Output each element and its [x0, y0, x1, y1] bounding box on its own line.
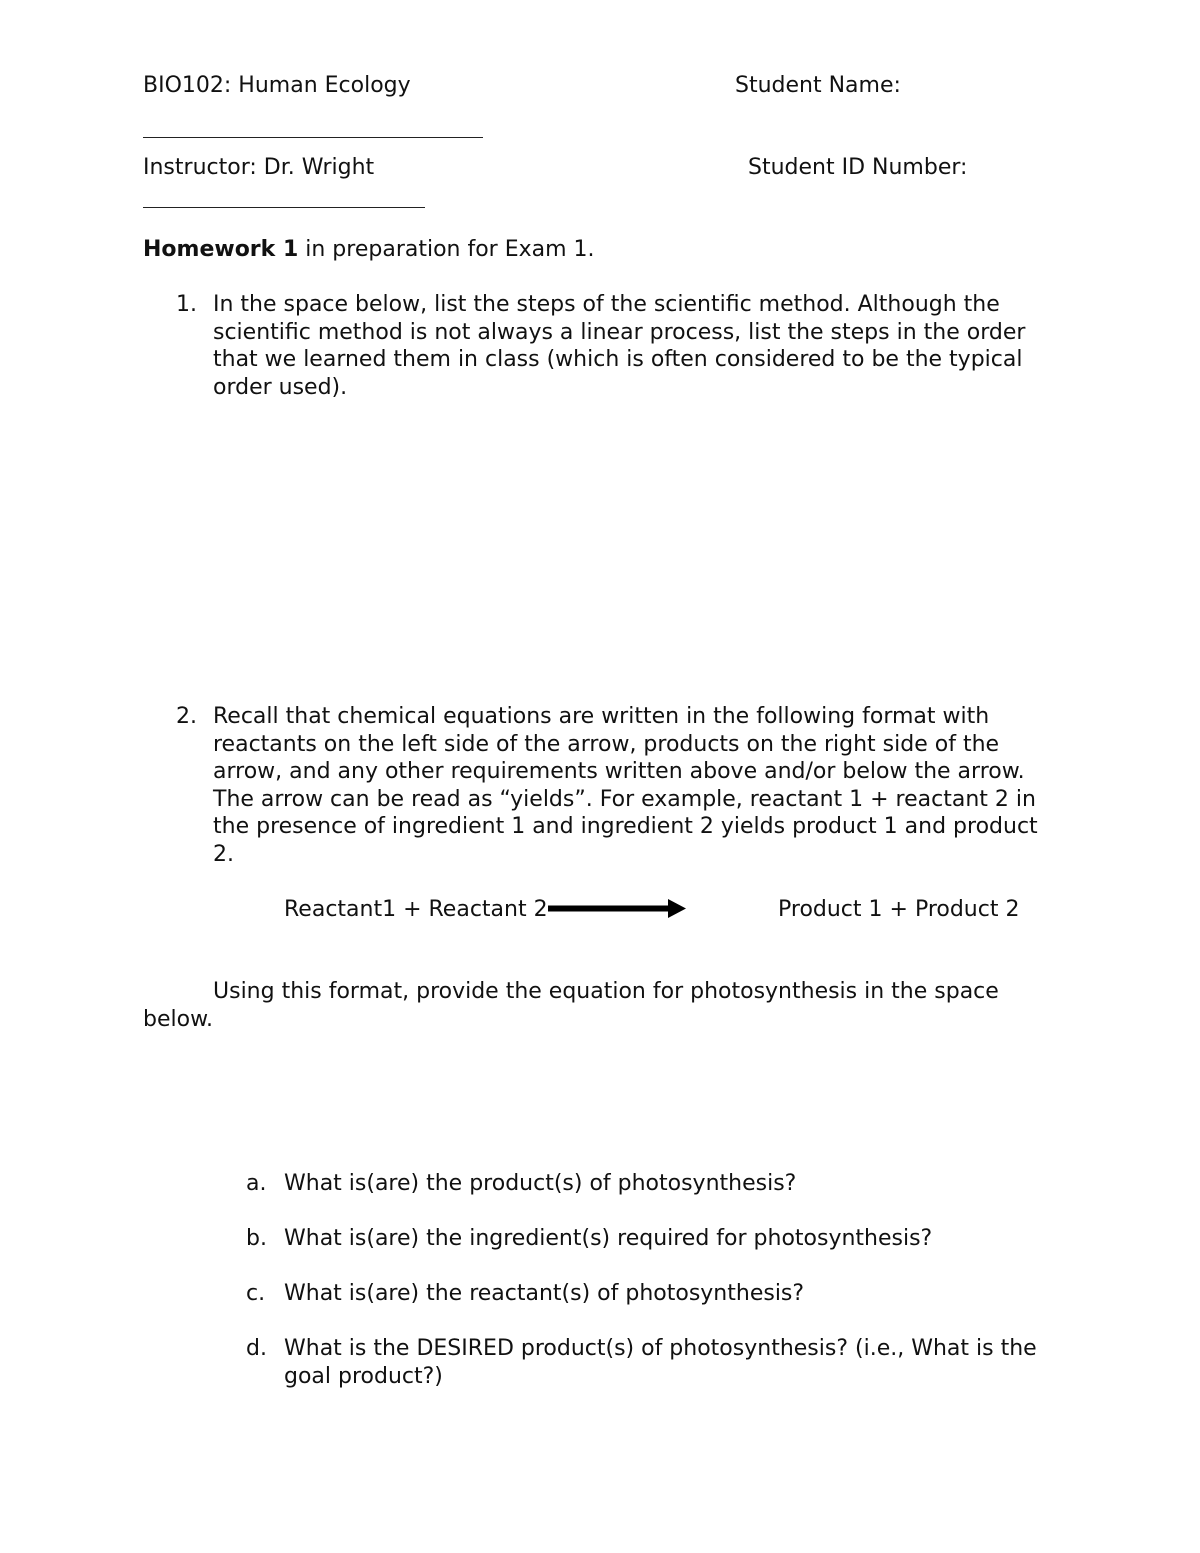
homework-subtitle: in preparation for Exam 1.: [298, 237, 595, 262]
student-name-line[interactable]: [143, 137, 483, 138]
subq-c-letter: c.: [246, 1281, 266, 1306]
student-id-line[interactable]: [143, 207, 425, 208]
equation-products: Product 1 + Product 2: [778, 897, 1020, 922]
q1-number: 1.: [176, 292, 197, 317]
subq-d-text: What is the DESIRED product(s) of photosynthesis? (i.e., What is the goal product?): [284, 1336, 1037, 1389]
q1-text: In the space below, list the steps of the scientific method. Although the scientific method is not always a linear process, list the steps in the order that we learned them in class (which is often considered to be the typical order used).: [213, 292, 1026, 400]
subq-a-text: What is(are) the product(s) of photosynthesis?: [284, 1171, 797, 1196]
course-title: BIO102: Human Ecology: [143, 73, 411, 98]
q2-text: Recall that chemical equations are written in the following format with reactants on the left side of the arrow, products on the right side of the arrow, and any other requirements written above and/or below the arrow. The arrow can be read as “yields”. For example, reactant 1 + reactant 2 in the presence of ingredient 1 and ingredient 2 yields product 1 and product 2.: [213, 704, 1038, 867]
student-id-label: Student ID Number:: [748, 155, 968, 180]
q2-instruction: Using this format, provide the equation for photosynthesis in the space below.: [143, 979, 999, 1032]
homework-title: Homework 1: [143, 237, 299, 262]
student-name-label: Student Name:: [735, 73, 901, 98]
subq-c-text: What is(are) the reactant(s) of photosynthesis?: [284, 1281, 805, 1306]
homework-heading: [143, 236, 595, 264]
subq-d-letter: d.: [246, 1336, 267, 1361]
subq-a-letter: a.: [246, 1171, 267, 1196]
equation-reactants: Reactant1 + Reactant 2: [284, 897, 548, 922]
q2-number: 2.: [176, 704, 197, 729]
instructor-label: Instructor: Dr. Wright: [143, 155, 375, 180]
yields-arrow-icon: [548, 898, 688, 920]
subq-b-letter: b.: [246, 1226, 267, 1251]
subq-b-text: What is(are) the ingredient(s) required for photosynthesis?: [284, 1226, 933, 1251]
